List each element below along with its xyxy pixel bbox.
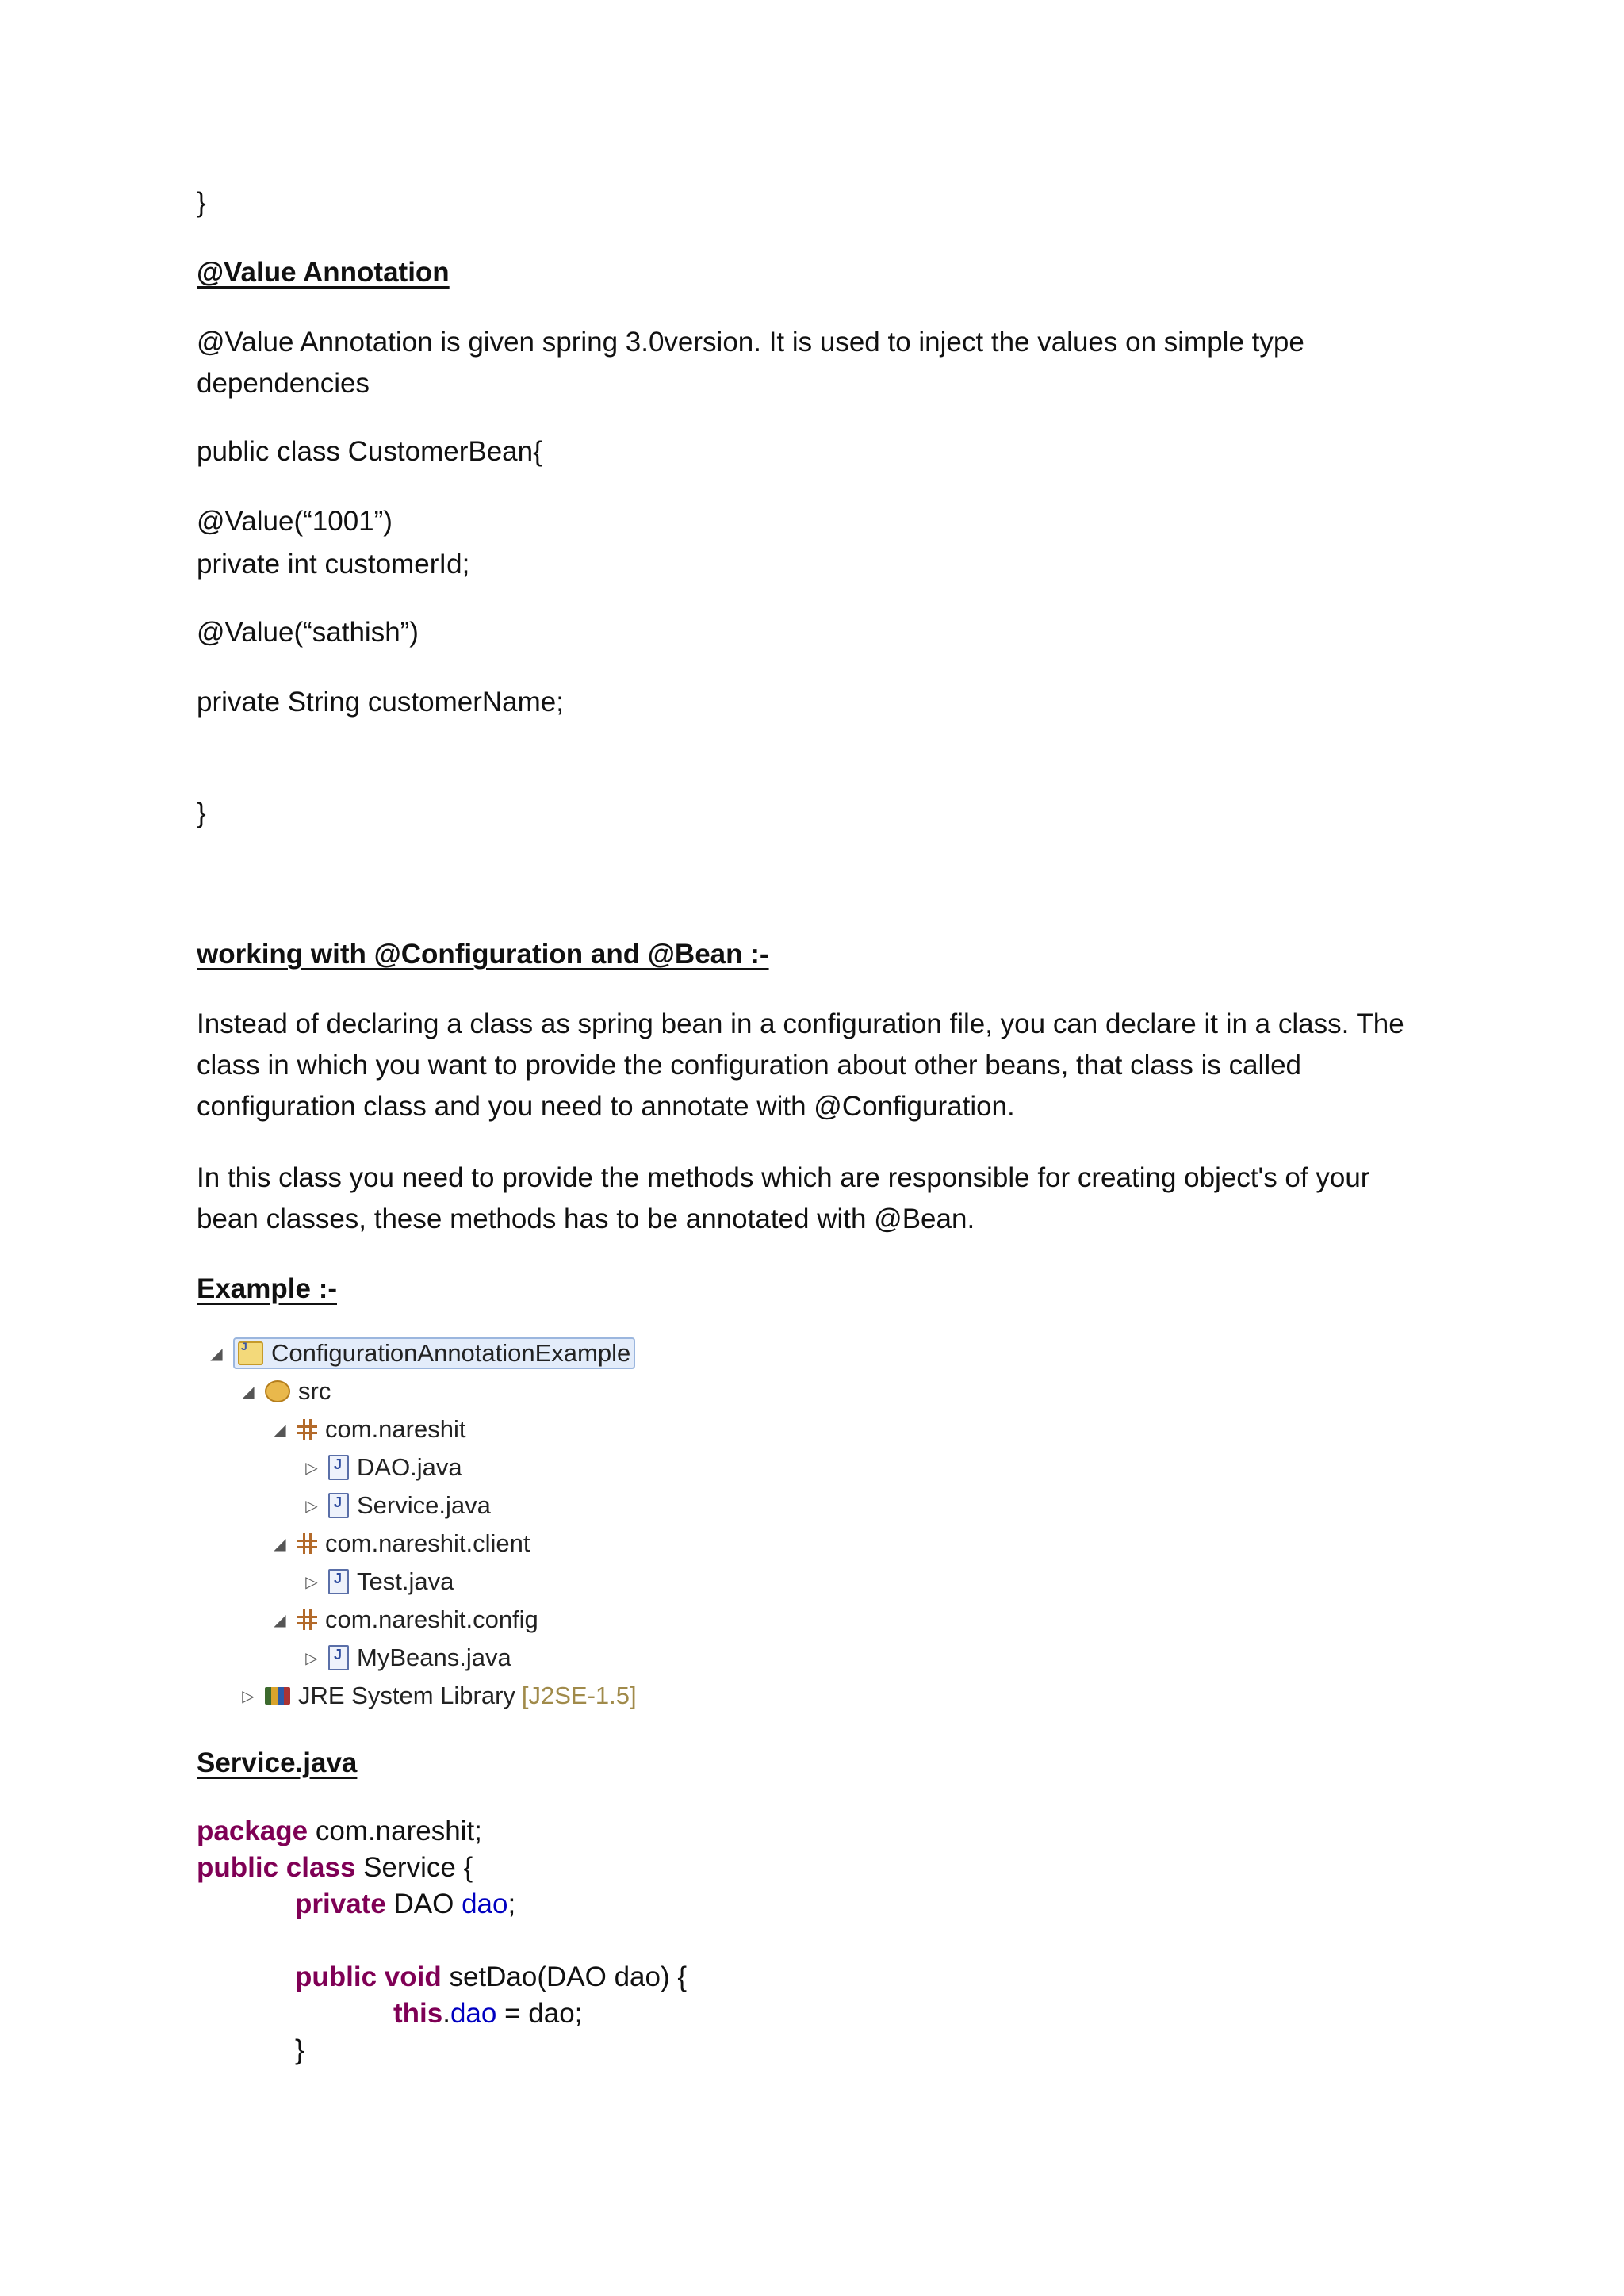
file-label: Service.java <box>357 1491 491 1519</box>
keyword: public void <box>295 1961 442 1992</box>
code-text: ; <box>508 1888 516 1919</box>
java-file-icon <box>328 1645 349 1670</box>
code-text: = dao; <box>496 1998 583 2029</box>
value-annotation-heading: @Value Annotation <box>197 257 450 288</box>
configuration-paragraph-2: In this class you need to provide the methods which are responsible for creating object's of your bean classes, these methods has to be annotated with @Bean. <box>197 1162 1370 1234</box>
java-file-icon <box>328 1455 349 1480</box>
code-text: Service { <box>355 1852 473 1883</box>
source-folder-icon <box>265 1380 290 1402</box>
configuration-heading: working with @Configuration and @Bean :- <box>197 939 769 970</box>
keyword: public class <box>197 1852 356 1883</box>
tree-node-project[interactable] <box>208 1336 635 1371</box>
project-name: ConfigurationAnnotationExample <box>271 1339 631 1367</box>
keyword: private <box>295 1888 386 1919</box>
code-line-assign <box>393 1996 582 2031</box>
collapsed-arrow-icon[interactable]: ▷ <box>305 1459 318 1477</box>
tree-node-src[interactable] <box>239 1374 331 1409</box>
package-label: com.nareshit <box>325 1415 466 1443</box>
field-name: dao <box>462 1888 508 1919</box>
file-label: MyBeans.java <box>357 1644 511 1671</box>
code-text: com.nareshit; <box>308 1816 482 1846</box>
code-line-setter <box>295 1960 687 1995</box>
tree-node-dao-java[interactable] <box>303 1450 462 1485</box>
package-icon <box>297 1609 317 1630</box>
customer-id-field: private int customerId; <box>197 549 470 580</box>
project-explorer-tree <box>208 1336 652 1716</box>
code-line-package <box>197 1814 482 1849</box>
library-icon <box>265 1687 290 1705</box>
value-annotation-description: @Value Annotation is given spring 3.0version. It is used to inject the values on simple type dependencies <box>197 327 1304 399</box>
tree-node-package-config[interactable] <box>271 1602 538 1637</box>
tree-node-jre-library[interactable] <box>239 1678 637 1713</box>
package-icon <box>297 1419 317 1440</box>
java-file-icon <box>328 1493 349 1518</box>
tree-node-package-nareshit[interactable] <box>271 1412 465 1447</box>
code-text: DAO <box>385 1888 462 1919</box>
code-text: . <box>442 1998 450 2029</box>
java-project-icon <box>238 1341 263 1365</box>
java-file-icon <box>328 1569 349 1594</box>
collapsed-arrow-icon[interactable]: ▷ <box>242 1687 255 1705</box>
example-heading: Example :- <box>197 1273 337 1304</box>
file-label: Test.java <box>357 1567 454 1595</box>
file-label: DAO.java <box>357 1453 462 1481</box>
customer-name-field: private String customerName; <box>197 687 564 718</box>
tree-node-test-java[interactable] <box>303 1564 454 1599</box>
package-icon <box>297 1533 317 1554</box>
expanded-arrow-icon[interactable]: ◢ <box>274 1535 286 1553</box>
jre-version: [J2SE-1.5] <box>521 1682 637 1709</box>
collapsed-arrow-icon[interactable]: ▷ <box>305 1497 318 1515</box>
class-declaration: public class CustomerBean{ <box>197 436 542 467</box>
tree-node-service-java[interactable] <box>303 1488 491 1523</box>
code-text: setDao(DAO dao) { <box>441 1961 688 1992</box>
service-java-heading: Service.java <box>197 1747 358 1778</box>
configuration-paragraph-1: Instead of declaring a class as spring bean in a configuration file, you can declare it in a class. The class in which you want to provide the configuration about other beans, that class is called configuration class and you need to annotate with @Configuration. <box>197 1008 1404 1122</box>
expanded-arrow-icon[interactable]: ◢ <box>210 1345 223 1363</box>
keyword: package <box>197 1816 308 1846</box>
field-name: dao <box>450 1998 497 2029</box>
collapsed-arrow-icon[interactable]: ▷ <box>305 1649 318 1667</box>
expanded-arrow-icon[interactable]: ◢ <box>274 1421 286 1439</box>
package-label: com.nareshit.config <box>325 1605 538 1633</box>
src-label: src <box>298 1377 331 1405</box>
package-label: com.nareshit.client <box>325 1529 530 1557</box>
jre-label: JRE System Library <box>298 1682 515 1709</box>
code-line-field <box>295 1887 515 1922</box>
closing-brace-class: } <box>197 798 206 828</box>
collapsed-arrow-icon[interactable]: ▷ <box>305 1573 318 1591</box>
code-line-close-brace: } <box>295 2034 304 2065</box>
value-annotation-sathish: @Value(“sathish”) <box>197 617 419 648</box>
tree-node-package-client[interactable] <box>271 1526 530 1561</box>
tree-node-mybeans-java[interactable] <box>303 1640 511 1675</box>
closing-brace: } <box>197 187 206 218</box>
code-line-class <box>197 1850 473 1885</box>
value-annotation-1001: @Value(“1001”) <box>197 506 393 537</box>
keyword: this <box>393 1998 443 2029</box>
expanded-arrow-icon[interactable]: ◢ <box>274 1611 286 1629</box>
expanded-arrow-icon[interactable]: ◢ <box>242 1383 255 1401</box>
